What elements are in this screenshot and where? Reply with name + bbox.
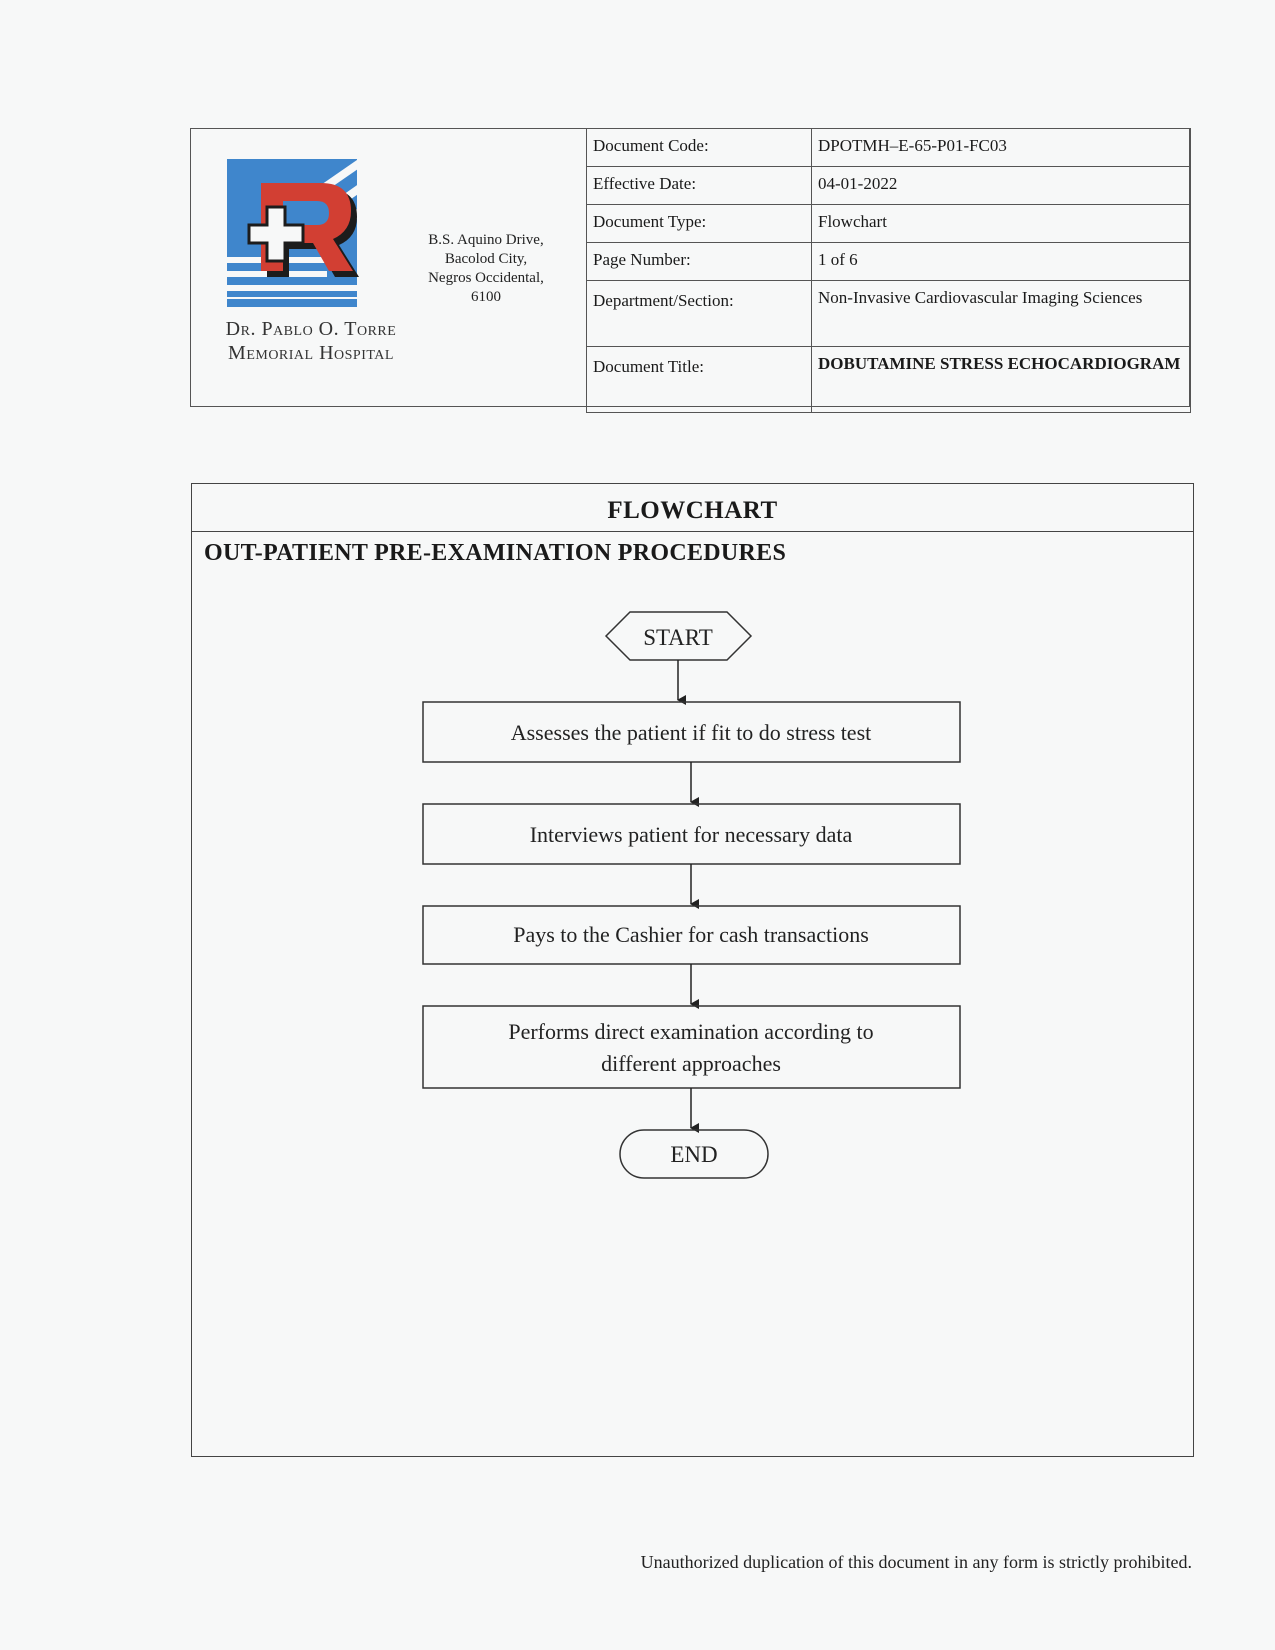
info-row-document-type bbox=[587, 205, 1191, 243]
info-label: Department/Section: bbox=[587, 281, 812, 347]
info-row-document-code bbox=[587, 129, 1191, 167]
hospital-name-line1: Dr. Pablo O. Torre bbox=[225, 318, 397, 340]
hospital-name bbox=[201, 317, 421, 365]
info-value-title: DOBUTAMINE STRESS ECHOCARDIOGRAM bbox=[812, 347, 1191, 413]
step-4-label-line2: different approaches bbox=[601, 1051, 781, 1076]
info-label: Document Title: bbox=[587, 347, 812, 413]
end-label: END bbox=[670, 1142, 718, 1167]
info-label: Effective Date: bbox=[587, 167, 812, 205]
info-row-page-number bbox=[587, 243, 1191, 281]
info-row-department bbox=[587, 281, 1191, 347]
document-info-table bbox=[586, 128, 1191, 413]
step-3-label: Pays to the Cashier for cash transactions bbox=[513, 922, 869, 947]
info-value: 04-01-2022 bbox=[812, 167, 1191, 205]
info-label: Document Type: bbox=[587, 205, 812, 243]
flowchart-diagram bbox=[192, 484, 1193, 1456]
step-1-label: Assesses the patient if fit to do stress test bbox=[510, 720, 872, 745]
info-label: Page Number: bbox=[587, 243, 812, 281]
info-row-document-title bbox=[587, 347, 1191, 413]
start-label: START bbox=[643, 625, 713, 650]
hospital-branding bbox=[191, 129, 587, 406]
footer-notice: Unauthorized duplication of this document in any form is strictly prohibited. bbox=[640, 1552, 1192, 1572]
hospital-logo-icon bbox=[227, 159, 387, 309]
flowchart-subtitle: OUT-PATIENT PRE-EXAMINATION PROCEDURES bbox=[204, 540, 787, 566]
info-value: Flowchart bbox=[812, 205, 1191, 243]
step-4-label-line1: Performs direct examination according to bbox=[508, 1019, 874, 1044]
info-row-effective-date bbox=[587, 167, 1191, 205]
address-line: Negros Occidental, bbox=[428, 270, 544, 286]
info-value: DPOTMH–E-65-P01-FC03 bbox=[812, 129, 1191, 167]
info-value: 1 of 6 bbox=[812, 243, 1191, 281]
address-line: B.S. Aquino Drive, bbox=[428, 232, 544, 248]
info-label: Document Code: bbox=[587, 129, 812, 167]
address-line: Bacolod City, bbox=[444, 251, 528, 267]
info-value: Non-Invasive Cardiovascular Imaging Sciences bbox=[812, 281, 1191, 347]
flowchart-panel bbox=[191, 483, 1194, 1457]
step-2-label: Interviews patient for necessary data bbox=[529, 822, 853, 847]
hospital-address bbox=[421, 231, 551, 307]
flowchart-title: FLOWCHART bbox=[192, 484, 1193, 532]
document-header bbox=[190, 128, 1190, 407]
hospital-name-line2: Memorial Hospital bbox=[228, 342, 394, 364]
address-line: 6100 bbox=[471, 289, 501, 305]
